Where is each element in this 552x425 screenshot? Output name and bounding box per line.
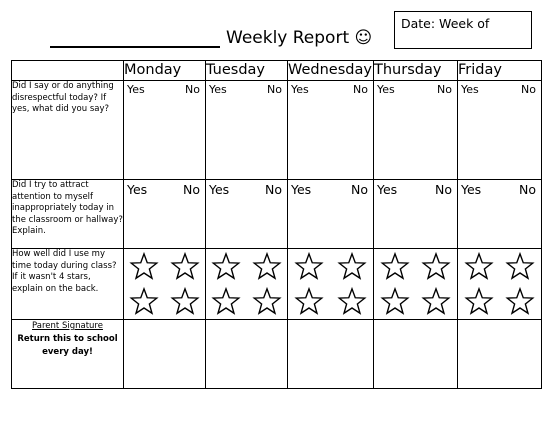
signature-row: [12, 320, 542, 389]
attention-cell-thursday[interactable]: [374, 180, 458, 249]
time-use-question: How well did I use my time today during class? If it wasn't 4 stars, explain on the back.: [12, 249, 124, 320]
star-icon[interactable]: [416, 284, 458, 319]
signature-cell-tuesday[interactable]: [206, 320, 288, 389]
disrespect-cell-tuesday[interactable]: [206, 81, 288, 180]
time-use-row: [12, 249, 542, 320]
no-option[interactable]: No: [265, 182, 282, 197]
yes-option[interactable]: Yes: [461, 182, 482, 197]
star-icon[interactable]: [331, 249, 374, 284]
stars-cell-monday: [124, 249, 206, 320]
signature-label-cell: [12, 320, 124, 389]
star-icon[interactable]: [247, 284, 288, 319]
corner-cell: [12, 61, 124, 81]
yes-option[interactable]: Yes: [209, 83, 227, 96]
star-icon[interactable]: [206, 284, 247, 319]
star-icon[interactable]: [374, 284, 416, 319]
stars-cell-tuesday: [206, 249, 288, 320]
name-blank-line: [50, 46, 220, 48]
attention-cell-monday[interactable]: [124, 180, 206, 249]
star-icon[interactable]: [165, 284, 206, 319]
day-header-tuesday: Tuesday: [206, 61, 288, 81]
disrespect-row: [12, 81, 542, 180]
no-option[interactable]: No: [185, 83, 200, 96]
stars-cell-thursday: [374, 249, 458, 320]
star-icon[interactable]: [500, 284, 542, 319]
disrespect-cell-monday[interactable]: [124, 81, 206, 180]
signature-cell-thursday[interactable]: [374, 320, 458, 389]
no-option[interactable]: No: [435, 182, 452, 197]
star-icon[interactable]: [458, 249, 500, 284]
star-icon[interactable]: [206, 249, 247, 284]
no-option[interactable]: No: [437, 83, 452, 96]
day-header-friday: Friday: [458, 61, 542, 81]
yes-option[interactable]: Yes: [377, 83, 395, 96]
no-option[interactable]: No: [267, 83, 282, 96]
star-icon[interactable]: [124, 284, 165, 319]
signature-cell-monday[interactable]: [124, 320, 206, 389]
page-title: Weekly Report ☺: [226, 28, 373, 48]
date-label: Date: Week of: [401, 16, 490, 31]
star-icon[interactable]: [288, 284, 331, 319]
stars-cell-wednesday: [288, 249, 374, 320]
star-icon[interactable]: [500, 249, 542, 284]
no-option[interactable]: No: [353, 83, 368, 96]
no-option[interactable]: No: [519, 182, 536, 197]
star-icon[interactable]: [165, 249, 206, 284]
signature-cell-friday[interactable]: [458, 320, 542, 389]
day-header-wednesday: Wednesday: [288, 61, 374, 81]
attention-cell-wednesday[interactable]: [288, 180, 374, 249]
header-row: [12, 61, 542, 81]
parent-signature-title: Parent Signature: [32, 321, 103, 331]
attention-row: [12, 180, 542, 249]
attention-question: Did I try to attract attention to myself inappropriately today in the classroom or hallway? Explain.: [12, 180, 124, 249]
yes-option[interactable]: Yes: [127, 182, 148, 197]
yes-option[interactable]: Yes: [377, 182, 398, 197]
star-icon[interactable]: [374, 249, 416, 284]
star-icon[interactable]: [124, 249, 165, 284]
star-icon[interactable]: [288, 249, 331, 284]
yes-option[interactable]: Yes: [127, 83, 145, 96]
yes-option[interactable]: Yes: [209, 182, 230, 197]
report-table: [11, 60, 542, 389]
day-header-monday: Monday: [124, 61, 206, 81]
star-icon[interactable]: [416, 249, 458, 284]
disrespect-cell-friday[interactable]: [458, 81, 542, 180]
disrespect-question: Did I say or do anything disrespectful today? If yes, what did you say?: [12, 81, 124, 180]
yes-option[interactable]: Yes: [291, 182, 312, 197]
day-header-thursday: Thursday: [374, 61, 458, 81]
star-icon[interactable]: [458, 284, 500, 319]
attention-cell-tuesday[interactable]: [206, 180, 288, 249]
star-icon[interactable]: [331, 284, 374, 319]
no-option[interactable]: No: [183, 182, 200, 197]
no-option[interactable]: No: [351, 182, 368, 197]
disrespect-cell-thursday[interactable]: [374, 81, 458, 180]
star-icon[interactable]: [247, 249, 288, 284]
yes-option[interactable]: Yes: [291, 83, 309, 96]
disrespect-cell-wednesday[interactable]: [288, 81, 374, 180]
no-option[interactable]: No: [521, 83, 536, 96]
attention-cell-friday[interactable]: [458, 180, 542, 249]
stars-cell-friday: [458, 249, 542, 320]
return-note: Return this to school every day!: [17, 334, 118, 357]
yes-option[interactable]: Yes: [461, 83, 479, 96]
signature-cell-wednesday[interactable]: [288, 320, 374, 389]
date-box: [394, 11, 532, 49]
